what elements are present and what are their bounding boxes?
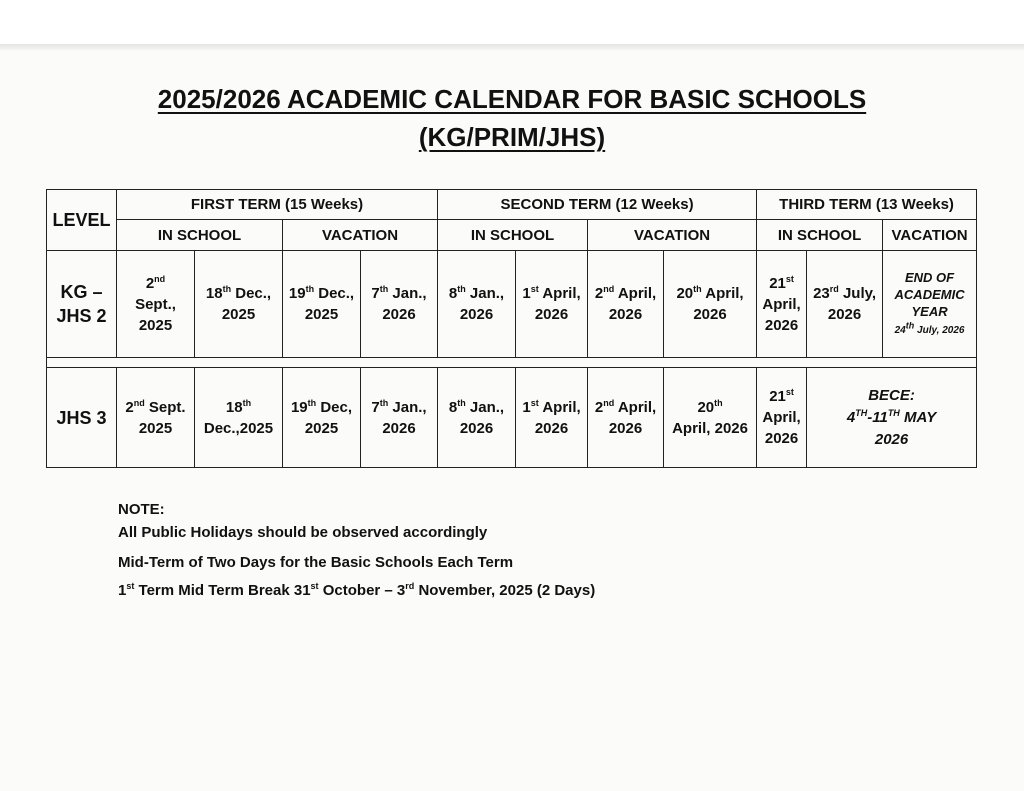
first-term-end: 18th Dec.,2025 (195, 368, 283, 468)
paper-edge (0, 44, 1024, 50)
second-in-school-header: IN SCHOOL (438, 220, 588, 251)
subheader-row (47, 220, 977, 251)
notes-section (118, 500, 595, 604)
note-public-holidays: All Public Holidays should be observed accordingly (118, 524, 488, 541)
first-vacation-header: VACATION (283, 220, 438, 251)
first-term-header: FIRST TERM (15 Weeks) (117, 190, 438, 220)
first-vacation-end: 7th Jan., 2026 (361, 368, 438, 468)
level-cell: KG – JHS 2 (47, 251, 117, 358)
notes-heading: NOTE: (118, 501, 165, 518)
first-term-end: 18th Dec., 2025 (195, 251, 283, 358)
third-vacation-header: VACATION (883, 220, 977, 251)
third-term-start: 21st April, 2026 (757, 251, 807, 358)
level-header: LEVEL (47, 190, 117, 251)
second-vacation-end: 20th April, 2026 (664, 368, 757, 468)
page-subtitle: (KG/PRIM/JHS) (418, 122, 606, 152)
first-vacation-start: 19th Dec., 2025 (283, 251, 361, 358)
third-term-start: 21st April, 2026 (757, 368, 807, 468)
note-first-term-break: 1st Term Mid Term Break 31st October – 3rd November, 2025 (2 Days) (118, 581, 596, 599)
scan-top-margin (0, 0, 1024, 44)
second-vacation-start: 2nd April, 2026 (588, 368, 664, 468)
row-spacer (47, 358, 977, 368)
second-vacation-start: 2nd April, 2026 (588, 251, 664, 358)
second-term-start: 8th Jan., 2026 (438, 251, 516, 358)
first-vacation-end: 7th Jan., 2026 (361, 251, 438, 358)
level-cell: JHS 3 (47, 368, 117, 468)
page-title: 2025/2026 ACADEMIC CALENDAR FOR BASIC SCHOOLS (157, 84, 867, 114)
first-term-start: 2nd Sept., 2025 (117, 251, 195, 358)
table-row (47, 251, 977, 358)
term-header-row (47, 190, 977, 220)
bece-exam-cell: BECE: 4TH-11TH MAY 2026 (807, 368, 977, 468)
note-mid-term: Mid-Term of Two Days for the Basic Schools Each Term (118, 554, 514, 571)
third-in-school-header: IN SCHOOL (757, 220, 883, 251)
second-term-start: 8th Jan., 2026 (438, 368, 516, 468)
second-vacation-header: VACATION (588, 220, 757, 251)
second-term-header: SECOND TERM (12 Weeks) (438, 190, 757, 220)
first-vacation-start: 19th Dec, 2025 (283, 368, 361, 468)
second-vacation-end: 20th April, 2026 (664, 251, 757, 358)
second-term-end: 1st April, 2026 (516, 368, 588, 468)
third-term-end: 23rd July, 2026 (807, 251, 883, 358)
table-row (47, 368, 977, 468)
first-term-start: 2nd Sept. 2025 (117, 368, 195, 468)
second-term-end: 1st April, 2026 (516, 251, 588, 358)
end-of-academic-year: END OF ACADEMIC YEAR 24th July, 2026 (883, 251, 977, 358)
academic-calendar-table (46, 189, 977, 468)
third-term-header: THIRD TERM (13 Weeks) (757, 190, 977, 220)
first-in-school-header: IN SCHOOL (117, 220, 283, 251)
